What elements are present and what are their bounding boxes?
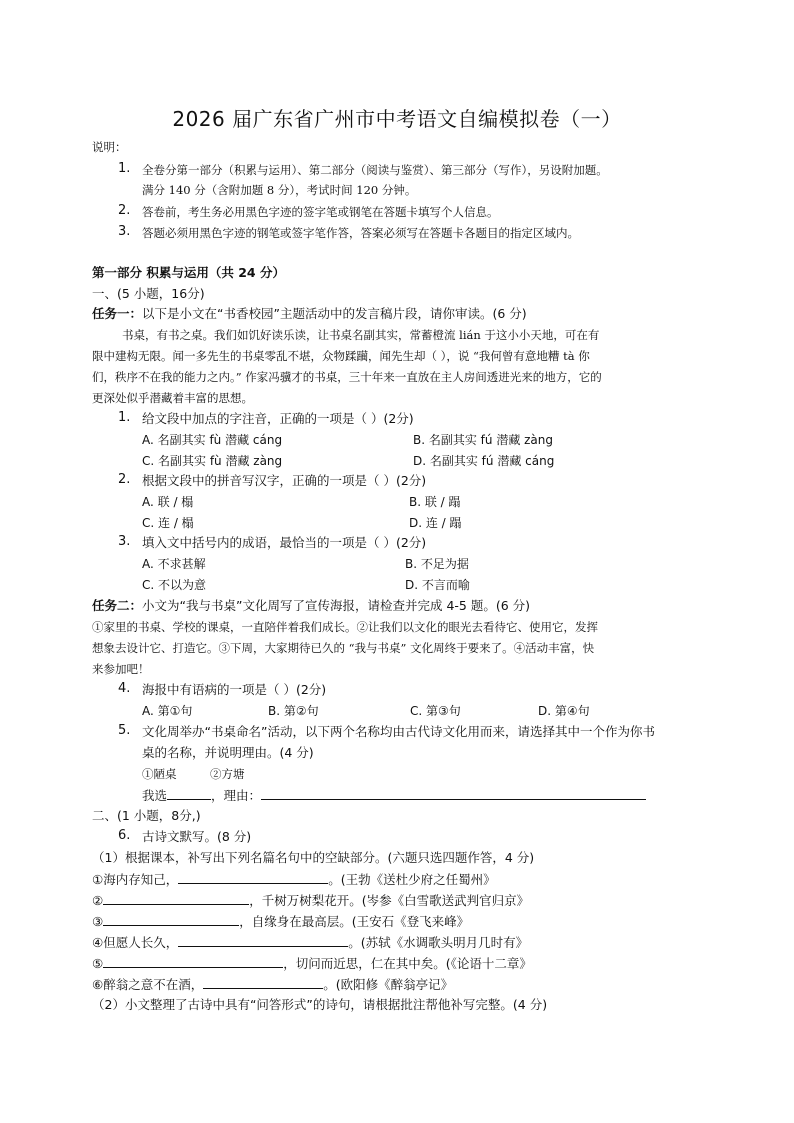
option-c[interactable]: C. 第③句 <box>410 704 461 718</box>
poster-line: 来参加吧！ <box>92 662 150 676</box>
choose-label: 我选 <box>142 788 168 803</box>
option-c[interactable]: C. 连 / 榻 <box>142 516 194 530</box>
option-d[interactable]: D. 不言而喻 <box>405 578 470 592</box>
task-label: 任务二： <box>92 598 143 613</box>
sub-question: （1）根据课本，补写出下列名篇名句中的空缺部分。(六题只选四题作答，4 分) <box>92 850 535 865</box>
page-title: 2026 届广东省广州市中考语文自编模拟卷（一） <box>172 107 622 131</box>
line-suffix: 。(王勃《送杜少府之任蜀州》 <box>328 872 496 887</box>
question-number: 3. <box>118 534 131 549</box>
option-b[interactable]: B. 名副其实 fú 潜藏 zàng <box>413 433 554 447</box>
reason-blank[interactable] <box>261 785 646 800</box>
line-prefix: ④但愿人长久， <box>92 935 179 950</box>
dictation-line <box>92 869 496 890</box>
question-text: 根据文段中的拼音写汉字，正确的一项是（ ）(2分) <box>142 473 427 488</box>
section-heading: 一、(5 小题，16分) <box>92 286 205 301</box>
answer-line <box>142 785 646 806</box>
dictation-blank[interactable] <box>178 869 328 884</box>
passage-line: 们，秩序不在我的能力之内。” 作家冯骥才的书桌，三十年来一直放在主人房间透进光来的地方，它的 <box>92 370 602 384</box>
dictation-blank[interactable] <box>203 974 323 989</box>
reason-label: ，理由： <box>211 788 262 803</box>
question-number: 1. <box>118 410 131 425</box>
passage-line: 更深处似乎潜藏着丰富的思想。 <box>92 391 253 405</box>
question-number: 6. <box>118 828 131 843</box>
question-text: 给文段中加点的字注音，正确的一项是（ ）(2分) <box>142 411 414 426</box>
dictation-line <box>92 890 529 911</box>
line-prefix: ⑤ <box>92 956 104 971</box>
note-number: 2. <box>118 203 131 218</box>
question-number: 5. <box>118 723 131 738</box>
notes-heading: 说明： <box>92 140 127 154</box>
dictation-blank[interactable] <box>103 890 249 905</box>
question-text: 桌的名称，并说明理由。(4 分) <box>142 745 314 760</box>
line-suffix: ，切问而近思，仁在其中矣。(《论语十二章》 <box>283 956 532 971</box>
question-number: 2. <box>118 472 131 487</box>
line-suffix: 。(欧阳修《醉翁亭记》 <box>323 977 454 992</box>
option-b[interactable]: B. 第②句 <box>268 704 319 718</box>
note-text: 满分 140 分（含附加题 8 分），考试时间 120 分钟。 <box>142 183 417 197</box>
line-prefix: ①海内存知己， <box>92 872 179 887</box>
name-option-2: ②方塘 <box>210 767 245 781</box>
question-number: 4. <box>118 681 131 696</box>
note-text: 答卷前，考生务必用黑色字迹的签字笔或钢笔在答题卡填写个人信息。 <box>142 205 499 219</box>
option-d[interactable]: D. 连 / 蹋 <box>409 516 462 530</box>
option-b[interactable]: B. 联 / 蹋 <box>409 495 461 509</box>
line-suffix: 。(苏轼《水调歌头明月几时有》 <box>348 935 529 950</box>
option-b[interactable]: B. 不足为据 <box>405 557 469 571</box>
part-heading: 第一部分 积累与运用（共 24 分） <box>92 265 285 280</box>
task-instruction: 小文为“我与书桌”文化周写了宣传海报，请检查并完成 4-5 题。(6 分) <box>142 598 531 613</box>
passage-line: 书桌，有书之桌。我们如饥好读乐读，让书桌名副其实，常蓄橙流 lián 于这小小天地，可在有 <box>122 328 600 342</box>
option-c[interactable]: C. 不以为意 <box>142 578 207 592</box>
option-d[interactable]: D. 第④句 <box>538 704 590 718</box>
task-two-line <box>92 596 530 616</box>
question-text: 古诗文默写。(8 分) <box>142 829 252 844</box>
dictation-line <box>92 932 528 953</box>
question-text: 文化周举办“书桌命名”活动，以下两个名称均由古代诗文化用而来，请选择其中一个作为你书 <box>142 724 655 739</box>
poster-line: ①家里的书桌、学校的课桌，一直陪伴着我们成长。②让我们以文化的眼光去看待它、使用它，发挥 <box>92 620 598 634</box>
dictation-blank[interactable] <box>103 953 283 968</box>
task-instruction: 以下是小文在“书香校园”主题活动中的发言稿片段，请你审读。(6 分) <box>142 306 527 321</box>
passage-line: 限中建构无限。闻一多先生的书桌零乱不堪，众物蹂躏，闻先生却（ ），说 “我何曾有意地糟 tà 你 <box>92 349 590 363</box>
dictation-line <box>92 974 453 995</box>
note-number: 1. <box>118 161 131 176</box>
option-a[interactable]: A. 第①句 <box>142 704 193 718</box>
line-suffix: ，自缘身在最高层。(王安石《登飞来峰》 <box>239 914 470 929</box>
note-text: 答题必须用黑色字迹的钢笔或签字笔作答，答案必须写在答题卡各题目的指定区域内。 <box>142 226 579 240</box>
question-text: 海报中有语病的一项是（ ）(2分) <box>142 682 327 697</box>
line-prefix: ⑥醉翁之意不在酒， <box>92 977 204 992</box>
note-text: 全卷分第一部分（积累与运用）、第二部分（阅读与鉴赏）、第三部分（写作），另设附加题。 <box>142 163 608 177</box>
section-heading: 二、(1 小题，8分,) <box>92 808 201 823</box>
sub-question: （2）小文整理了古诗中具有“问答形式”的诗句，请根据批注帮他补写完整。(4 分) <box>92 997 548 1012</box>
dictation-blank[interactable] <box>103 911 239 926</box>
dictation-blank[interactable] <box>178 932 348 947</box>
option-c[interactable]: C. 名副其实 fù 潜藏 zàng <box>142 454 283 468</box>
line-prefix: ② <box>92 893 104 908</box>
poster-line: 想象去设计它、打造它。③下周，大家期待已久的 “我与书桌” 文化周终于要来了。④活动丰富，快 <box>92 641 595 655</box>
option-d[interactable]: D. 名副其实 fú 潜藏 cáng <box>413 454 555 468</box>
dictation-line <box>92 953 532 974</box>
option-a[interactable]: A. 名副其实 fù 潜藏 cáng <box>142 433 283 447</box>
line-prefix: ③ <box>92 914 104 929</box>
task-one-line <box>92 304 527 324</box>
question-text: 填入文中括号内的成语，最恰当的一项是（ ）(2分) <box>142 535 427 550</box>
task-label: 任务一： <box>92 306 143 321</box>
choice-blank[interactable] <box>167 785 211 800</box>
option-a[interactable]: A. 不求甚解 <box>142 557 206 571</box>
name-option-1: ①陋桌 <box>142 767 177 781</box>
line-suffix: ，千树万树梨花开。(岑参《白雪歌送武判官归京》 <box>249 893 530 908</box>
option-a[interactable]: A. 联 / 榻 <box>142 495 194 509</box>
dictation-line <box>92 911 469 932</box>
note-number: 3. <box>118 224 131 239</box>
